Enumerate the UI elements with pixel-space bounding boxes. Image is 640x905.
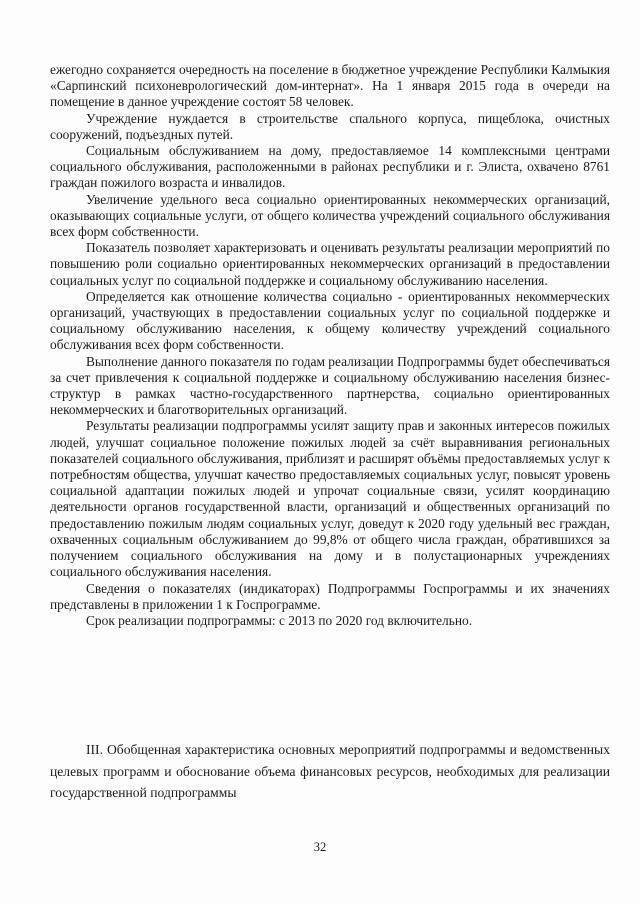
paragraph-1: ежегодно сохраняется очередность на поселение в бюджетное учреждение Республики Калмыкия «Сарпинский психоневрологический дом-интернат». На 1 января 2015 года в очереди на помещение в данное учреждение состоят 58 человек. <box>50 62 610 110</box>
paragraph-3: Социальным обслуживанием на дому, предоставляемое 14 комплексными центрами социального обслуживания, расположенными в районах республики и г. Элиста, охвачено 8761 граждан пожилого возраста и инвалидов. <box>50 143 610 191</box>
paragraph-2: Учреждение нуждается в строительстве спального корпуса, пищеблока, очистных сооружений, подъездных путей. <box>50 110 610 142</box>
page-number: 32 <box>313 840 327 854</box>
paragraph-7: Выполнение данного показателя по годам реализации Подпрограммы будет обеспечиваться за счет привлечения к социальной поддержке и социальному обслуживанию населения бизнес-структур в рамках частно-государственного партнерства, социально ориентированных некоммерческих и благотворительных организаций. <box>50 353 610 418</box>
paragraph-10: Срок реализации подпрограммы: с 2013 по 2020 год включительно. <box>86 612 473 628</box>
paragraph-6: Определяется как отношение количества социально - ориентированных некоммерческих организаций, участвующих в предоставлении социальных услуг по социальной поддержке и социальному обслуживанию населения, к общему количеству учреждений социального обслуживания всех форм собственности. <box>50 288 610 353</box>
paragraph-9: Сведения о показателях (индикаторах) Подпрограммы Госпрограммы и их значениях представлены в приложении 1 к Госпрограмме. <box>50 580 610 612</box>
paragraph-5: Показатель позволяет характеризовать и оценивать результаты реализации мероприятий по повышению роли социально ориентированных некоммерческих организаций в предоставлении социальных услуг по социальной поддержке и социальному обслуживанию населения. <box>50 240 610 288</box>
paragraph-4: Увеличение удельного веса социально ориентированных некоммерческих организаций, оказывающих социальные услуги, от общего количества учреждений социального обслуживания всех форм собственности. <box>50 191 610 240</box>
section-heading: III. Обобщенная характеристика основных мероприятий подпрограммы и ведомственных целевых программ и обоснование объема финансовых ресурсов, необходимых для реализации государственной подпрограммы <box>50 742 610 800</box>
body-text <box>50 62 610 629</box>
paragraph-8: Результаты реализации подпрограммы усилят защиту прав и законных интересов пожилых людей, улучшат социальное положение пожилых людей за счёт выравнивания региональных показателей социального обслуживания, приблизят и расширят объёмы предоставляемых услуг к потребностям общества, улучшат качество предоставляемых социальных услуг, повысят уровень социальной адаптации пожилых людей и упрочат социальные связи, усилят координацию деятельности органов государственной власти, организаций и общественных организаций по предоставлению пожилым людям социальных услуг, доведут к 2020 году удельный вес граждан, охваченных социальным обслуживанием до 99,8% от общего числа граждан, обратившихся за получением социального обслуживания на дому и в полустационарных учреждениях социального обслуживания населения. <box>50 418 610 580</box>
